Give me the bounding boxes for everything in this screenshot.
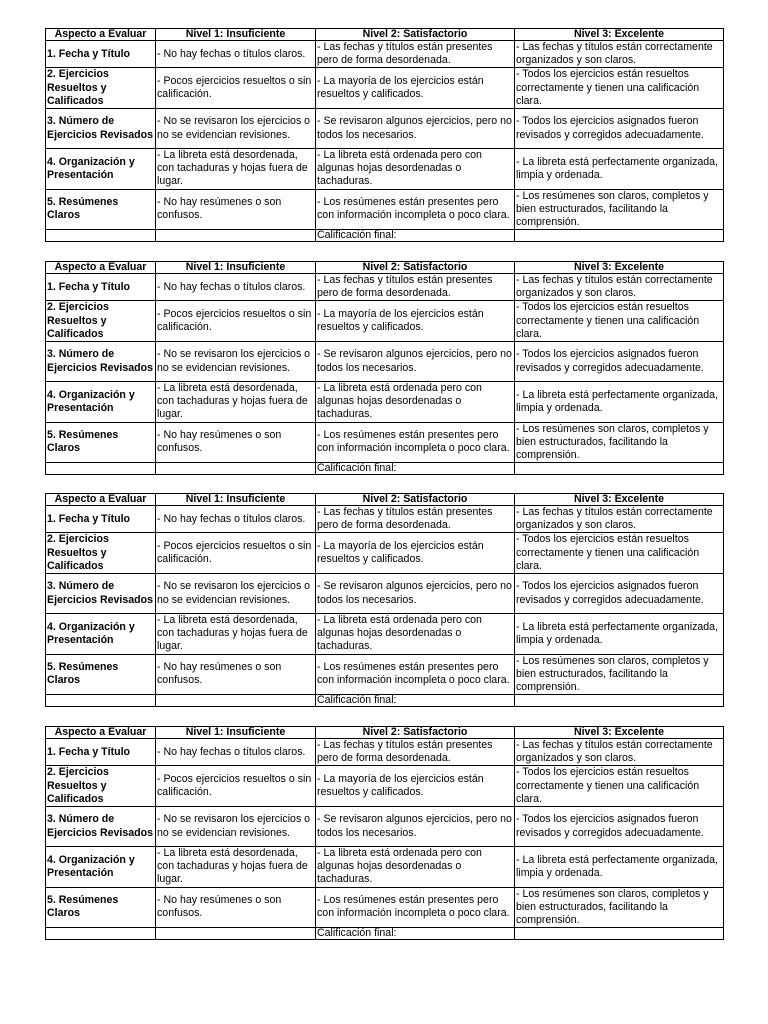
level-3-cell: - Todos los ejercicios están resueltos correctamente y tienen una calificación clara. <box>515 68 724 109</box>
header-row <box>46 29 724 41</box>
table-row <box>46 189 724 230</box>
rubric-table-2 <box>45 261 724 475</box>
level-3-cell: - La libreta está perfectamente organizada, limpia y ordenada. <box>515 382 724 423</box>
level-1-cell: - Pocos ejercicios resueltos o sin calificación. <box>156 301 316 342</box>
level-3-cell: - Las fechas y títulos están correctamente organizados y son claros. <box>515 739 724 766</box>
level-2-cell: - Los resúmenes están presentes pero con información incompleta o poco clara. <box>316 887 515 928</box>
final-grade-value[interactable] <box>515 230 724 242</box>
empty-cell <box>46 928 156 940</box>
aspect-cell: 3. Número de Ejercicios Revisados <box>46 807 156 847</box>
level-2-cell: - Los resúmenes están presentes pero con información incompleta o poco clara. <box>316 654 515 695</box>
header-level-1: Nivel 1: Insuficiente <box>156 727 316 739</box>
aspect-cell: 4. Organización y Presentación <box>46 614 156 655</box>
empty-cell <box>46 463 156 475</box>
empty-cell <box>156 928 316 940</box>
level-2-cell: - Se revisaron algunos ejercicios, pero no todos los necesarios. <box>316 807 515 847</box>
aspect-cell: 4. Organización y Presentación <box>46 382 156 423</box>
level-3-cell: - Todos los ejercicios están resueltos correctamente y tienen una calificación clara. <box>515 533 724 574</box>
final-grade-label: Calificación final: <box>316 230 515 242</box>
aspect-cell: 1. Fecha y Título <box>46 41 156 68</box>
header-level-1: Nivel 1: Insuficiente <box>156 494 316 506</box>
aspect-cell: 5. Resúmenes Claros <box>46 887 156 928</box>
header-level-1: Nivel 1: Insuficiente <box>156 29 316 41</box>
level-3-cell: - Los resúmenes son claros, completos y bien estructurados, facilitando la comprensión. <box>515 422 724 463</box>
level-3-cell: - La libreta está perfectamente organizada, limpia y ordenada. <box>515 847 724 888</box>
level-3-cell: - Los resúmenes son claros, completos y bien estructurados, facilitando la comprensión. <box>515 189 724 230</box>
level-1-cell: - Pocos ejercicios resueltos o sin calificación. <box>156 766 316 807</box>
level-1-cell: - No se revisaron los ejercicios o no se evidencian revisiones. <box>156 342 316 382</box>
level-3-cell: - Todos los ejercicios asignados fueron revisados y corregidos adecuadamente. <box>515 109 724 149</box>
level-2-cell: - Los resúmenes están presentes pero con información incompleta o poco clara. <box>316 422 515 463</box>
header-row <box>46 727 724 739</box>
header-level-2: Nivel 2: Satisfactorio <box>316 494 515 506</box>
level-1-cell: - No se revisaron los ejercicios o no se evidencian revisiones. <box>156 574 316 614</box>
table-row <box>46 382 724 423</box>
level-3-cell: - Todos los ejercicios asignados fueron revisados y corregidos adecuadamente. <box>515 807 724 847</box>
final-grade-label: Calificación final: <box>316 695 515 707</box>
level-3-cell: - Los resúmenes son claros, completos y bien estructurados, facilitando la comprensión. <box>515 654 724 695</box>
final-grade-row <box>46 928 724 940</box>
header-level-3: Nivel 3: Excelente <box>515 29 724 41</box>
final-grade-label: Calificación final: <box>316 463 515 475</box>
aspect-cell: 5. Resúmenes Claros <box>46 422 156 463</box>
table-row <box>46 739 724 766</box>
level-2-cell: - La libreta está ordenada pero con algunas hojas desordenadas o tachaduras. <box>316 382 515 423</box>
level-3-cell: - Los resúmenes son claros, completos y bien estructurados, facilitando la comprensión. <box>515 887 724 928</box>
aspect-cell: 3. Número de Ejercicios Revisados <box>46 109 156 149</box>
level-2-cell: - Las fechas y títulos están presentes pero de forma desordenada. <box>316 41 515 68</box>
header-level-2: Nivel 2: Satisfactorio <box>316 727 515 739</box>
header-row <box>46 262 724 274</box>
final-grade-value[interactable] <box>515 928 724 940</box>
level-1-cell: - Pocos ejercicios resueltos o sin calificación. <box>156 533 316 574</box>
level-3-cell: - Las fechas y títulos están correctamente organizados y son claros. <box>515 506 724 533</box>
table-row <box>46 533 724 574</box>
level-1-cell: - No hay fechas o títulos claros. <box>156 41 316 68</box>
level-2-cell: - La libreta está ordenada pero con algunas hojas desordenadas o tachaduras. <box>316 847 515 888</box>
aspect-cell: 3. Número de Ejercicios Revisados <box>46 574 156 614</box>
level-3-cell: - Todos los ejercicios asignados fueron revisados y corregidos adecuadamente. <box>515 574 724 614</box>
level-2-cell: - Se revisaron algunos ejercicios, pero no todos los necesarios. <box>316 109 515 149</box>
level-2-cell: - Se revisaron algunos ejercicios, pero no todos los necesarios. <box>316 342 515 382</box>
level-1-cell: - No se revisaron los ejercicios o no se evidencian revisiones. <box>156 109 316 149</box>
level-1-cell: - No hay resúmenes o son confusos. <box>156 189 316 230</box>
final-grade-row <box>46 463 724 475</box>
level-2-cell: - Las fechas y títulos están presentes pero de forma desordenada. <box>316 739 515 766</box>
level-1-cell: - No hay resúmenes o son confusos. <box>156 422 316 463</box>
level-2-cell: - Se revisaron algunos ejercicios, pero no todos los necesarios. <box>316 574 515 614</box>
level-3-cell: - Todos los ejercicios están resueltos correctamente y tienen una calificación clara. <box>515 301 724 342</box>
level-1-cell: - Pocos ejercicios resueltos o sin calificación. <box>156 68 316 109</box>
empty-cell <box>156 463 316 475</box>
aspect-cell: 4. Organización y Presentación <box>46 847 156 888</box>
table-row <box>46 766 724 807</box>
final-grade-label: Calificación final: <box>316 928 515 940</box>
level-3-cell: - Las fechas y títulos están correctamente organizados y son claros. <box>515 41 724 68</box>
aspect-cell: 4. Organización y Presentación <box>46 149 156 190</box>
final-grade-row <box>46 230 724 242</box>
aspect-cell: 3. Número de Ejercicios Revisados <box>46 342 156 382</box>
header-aspect: Aspecto a Evaluar <box>46 727 156 739</box>
level-2-cell: - La mayoría de los ejercicios están resueltos y calificados. <box>316 533 515 574</box>
table-row <box>46 274 724 301</box>
level-2-cell: - Las fechas y títulos están presentes pero de forma desordenada. <box>316 274 515 301</box>
aspect-cell: 5. Resúmenes Claros <box>46 189 156 230</box>
table-row <box>46 301 724 342</box>
aspect-cell: 1. Fecha y Título <box>46 506 156 533</box>
header-level-3: Nivel 3: Excelente <box>515 727 724 739</box>
table-row <box>46 109 724 149</box>
level-2-cell: - La libreta está ordenada pero con algunas hojas desordenadas o tachaduras. <box>316 614 515 655</box>
table-row <box>46 41 724 68</box>
empty-cell <box>46 230 156 242</box>
header-level-2: Nivel 2: Satisfactorio <box>316 29 515 41</box>
level-3-cell: - Todos los ejercicios asignados fueron revisados y corregidos adecuadamente. <box>515 342 724 382</box>
table-row <box>46 506 724 533</box>
empty-cell <box>46 695 156 707</box>
level-1-cell: - La libreta está desordenada, con tachaduras y hojas fuera de lugar. <box>156 614 316 655</box>
header-level-1: Nivel 1: Insuficiente <box>156 262 316 274</box>
empty-cell <box>156 695 316 707</box>
level-1-cell: - La libreta está desordenada, con tachaduras y hojas fuera de lugar. <box>156 149 316 190</box>
rubric-table-3 <box>45 493 724 707</box>
rubric-table-4 <box>45 726 724 940</box>
table-row <box>46 149 724 190</box>
aspect-cell: 5. Resúmenes Claros <box>46 654 156 695</box>
final-grade-value[interactable] <box>515 695 724 707</box>
aspect-cell: 2. Ejercicios Resueltos y Calificados <box>46 68 156 109</box>
aspect-cell: 2. Ejercicios Resueltos y Calificados <box>46 533 156 574</box>
table-row <box>46 422 724 463</box>
level-1-cell: - No hay resúmenes o son confusos. <box>156 654 316 695</box>
table-row <box>46 614 724 655</box>
level-3-cell: - Las fechas y títulos están correctamente organizados y son claros. <box>515 274 724 301</box>
level-3-cell: - La libreta está perfectamente organizada, limpia y ordenada. <box>515 614 724 655</box>
aspect-cell: 2. Ejercicios Resueltos y Calificados <box>46 301 156 342</box>
header-aspect: Aspecto a Evaluar <box>46 494 156 506</box>
header-aspect: Aspecto a Evaluar <box>46 262 156 274</box>
header-aspect: Aspecto a Evaluar <box>46 29 156 41</box>
level-1-cell: - La libreta está desordenada, con tachaduras y hojas fuera de lugar. <box>156 847 316 888</box>
level-3-cell: - La libreta está perfectamente organizada, limpia y ordenada. <box>515 149 724 190</box>
table-row <box>46 574 724 614</box>
aspect-cell: 1. Fecha y Título <box>46 274 156 301</box>
empty-cell <box>156 230 316 242</box>
level-3-cell: - Todos los ejercicios están resueltos correctamente y tienen una calificación clara. <box>515 766 724 807</box>
level-1-cell: - No hay fechas o títulos claros. <box>156 274 316 301</box>
table-row <box>46 342 724 382</box>
level-1-cell: - No se revisaron los ejercicios o no se evidencian revisiones. <box>156 807 316 847</box>
final-grade-value[interactable] <box>515 463 724 475</box>
level-2-cell: - La mayoría de los ejercicios están resueltos y calificados. <box>316 301 515 342</box>
table-row <box>46 887 724 928</box>
rubric-table-1 <box>45 28 724 242</box>
table-row <box>46 68 724 109</box>
header-level-2: Nivel 2: Satisfactorio <box>316 262 515 274</box>
level-2-cell: - La mayoría de los ejercicios están resueltos y calificados. <box>316 68 515 109</box>
level-1-cell: - No hay fechas o títulos claros. <box>156 739 316 766</box>
header-row <box>46 494 724 506</box>
level-2-cell: - La libreta está ordenada pero con algunas hojas desordenadas o tachaduras. <box>316 149 515 190</box>
level-1-cell: - La libreta está desordenada, con tachaduras y hojas fuera de lugar. <box>156 382 316 423</box>
aspect-cell: 2. Ejercicios Resueltos y Calificados <box>46 766 156 807</box>
level-1-cell: - No hay resúmenes o son confusos. <box>156 887 316 928</box>
final-grade-row <box>46 695 724 707</box>
level-2-cell: - La mayoría de los ejercicios están resueltos y calificados. <box>316 766 515 807</box>
level-1-cell: - No hay fechas o títulos claros. <box>156 506 316 533</box>
header-level-3: Nivel 3: Excelente <box>515 494 724 506</box>
level-2-cell: - Las fechas y títulos están presentes pero de forma desordenada. <box>316 506 515 533</box>
table-row <box>46 807 724 847</box>
table-row <box>46 847 724 888</box>
level-2-cell: - Los resúmenes están presentes pero con información incompleta o poco clara. <box>316 189 515 230</box>
table-row <box>46 654 724 695</box>
header-level-3: Nivel 3: Excelente <box>515 262 724 274</box>
aspect-cell: 1. Fecha y Título <box>46 739 156 766</box>
